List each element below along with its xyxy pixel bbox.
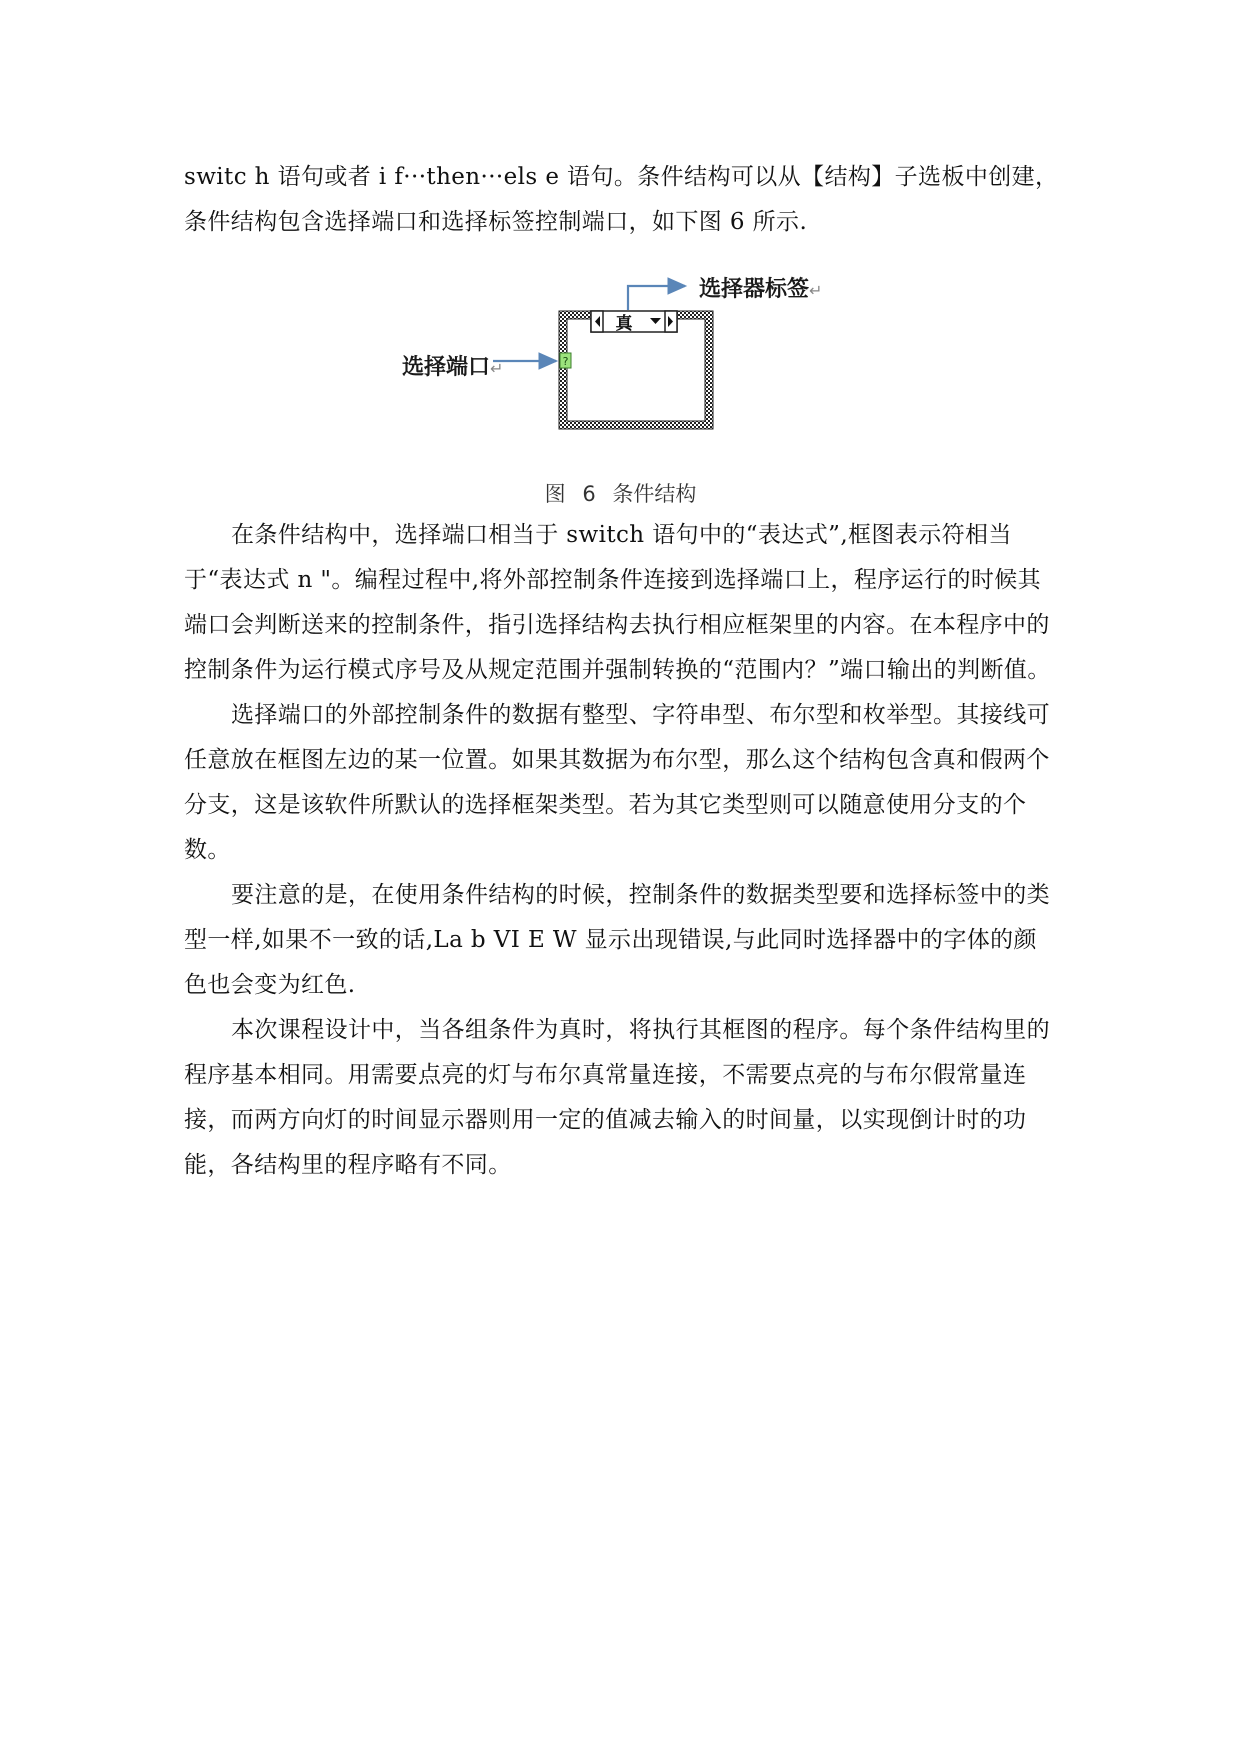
selector-label-arrow xyxy=(628,286,685,310)
body-text xyxy=(184,513,1060,1188)
paragraph: 选择端口的外部控制条件的数据有整型、字符串型、布尔型和枚举型。其接线可任意放在框图左边的某一位置。如果其数据为布尔型，那么这个结构包含真和假两个分支，这是该软件所默认的选择框架类型。若为其它类型则可以随意使用分支的个数。 xyxy=(184,702,1050,863)
intro-line-1: switc h 语句或者 i f···then···els e 语句。条件结构可以从【结构】子选板中创建， xyxy=(184,164,1059,190)
case-structure-diagram xyxy=(0,0,1241,520)
selector-value: 真 xyxy=(615,314,633,334)
intro-line-2: 条件结构包含选择端口和选择标签控制端口，如下图 6 所示. xyxy=(184,209,808,235)
selector-label-caption: 选择器标签↵ xyxy=(699,277,823,302)
selector-port-caption: 选择端口↵ xyxy=(402,355,504,380)
selector-terminal xyxy=(560,353,571,368)
paragraph: 本次课程设计中，当各组条件为真时，将执行其框图的程序。每个条件结构里的程序基本相同。用需要点亮的灯与布尔真常量连接，不需要点亮的与布尔假常量连接，而两方向灯的时间显示器则用一定的值减去输入的时间量，以实现倒计时的功能，各结构里的程序略有不同。 xyxy=(184,1017,1050,1178)
case-structure-figure xyxy=(0,0,1241,520)
figure-caption: 图 6 条件结构 xyxy=(544,482,697,506)
return-mark-icon: ↵ xyxy=(490,359,504,378)
paragraph: 要注意的是，在使用条件结构的时候，控制条件的数据类型要和选择标签中的类型一样,如果不一致的话,La b VI E W 显示出现错误,与此同时选择器中的字体的颜色也会变为红色. xyxy=(184,882,1050,998)
selector-label-box xyxy=(591,311,677,332)
paragraph: 在条件结构中，选择端口相当于 switch 语句中的“表达式”,框图表示符相当于“表达式 n "。编程过程中,将外部控制条件连接到选择端口上，程序运行的时候其端口会判断送来的控制条件，指引选择结构去执行相应框架里的内容。在本程序中的控制条件为运行模式序号及从规定范围并强制转换的“范围内？”端口输出的判断值。 xyxy=(184,522,1051,683)
terminal-glyph: ? xyxy=(562,355,569,368)
return-mark-icon: ↵ xyxy=(809,281,823,300)
